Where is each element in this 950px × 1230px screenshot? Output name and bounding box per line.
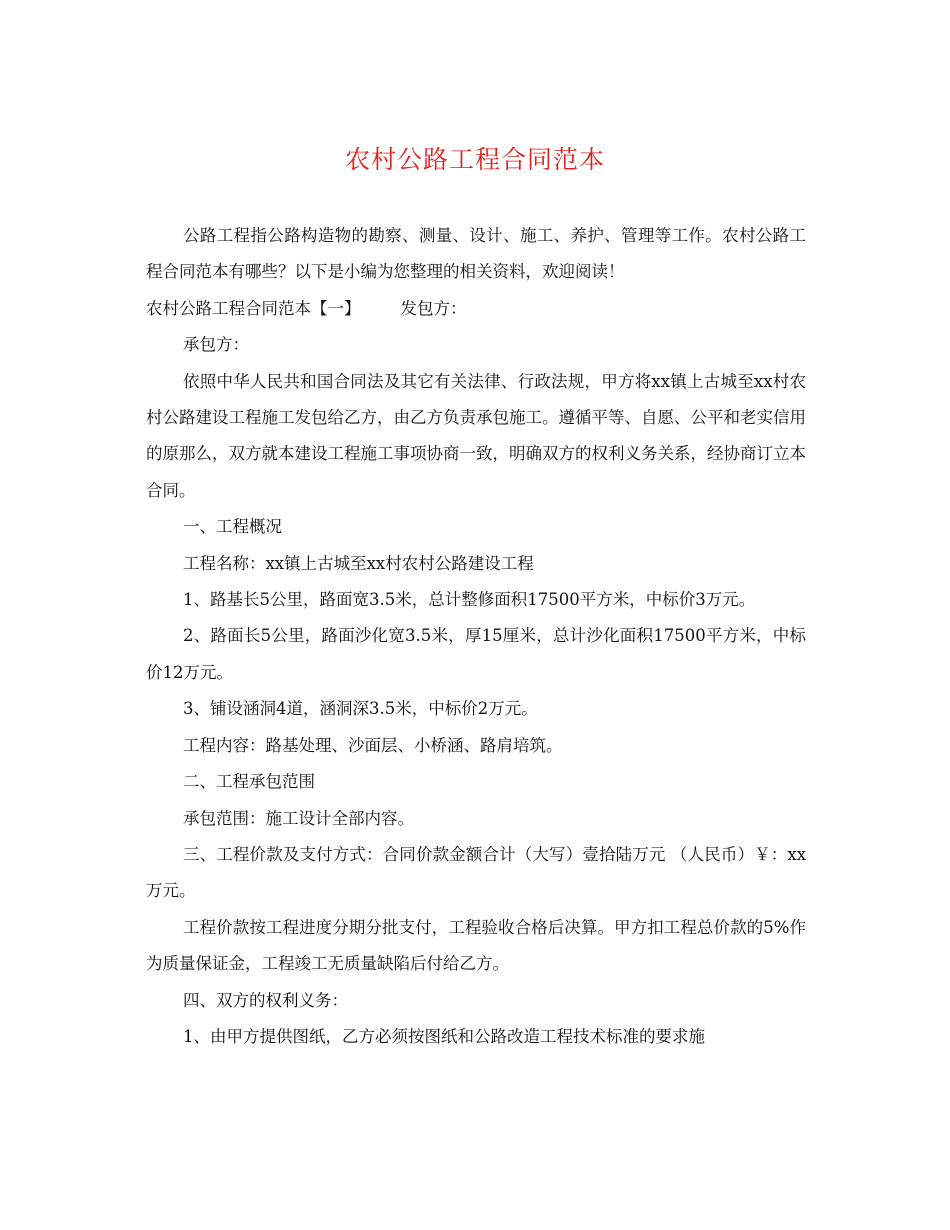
employer-label: 发包方： — [400, 298, 467, 318]
document-title: 农村公路工程合同范本 — [344, 145, 605, 174]
heading-price-payment: 三、工程价款及支付方式：合同价款金额合计（大写）壹拾陆万元 （人民币）￥：xx万元。 — [146, 844, 806, 901]
section-heading-line — [146, 291, 806, 327]
contract-scope: 承包范围：施工设计全部内容。 — [183, 808, 414, 828]
contractor-label: 承包方： — [183, 335, 249, 355]
item-roadbed: 1、路基长5公里，路面宽3.5米，总计整修面积17500平方米，中标价3万元。 — [183, 590, 756, 610]
project-content: 工程内容：路基处理、沙面层、小桥涵、路肩培筑。 — [183, 735, 563, 755]
heading-contract-scope: 二、工程承包范围 — [183, 772, 315, 792]
heading-rights-obligations: 四、双方的权利义务： — [183, 990, 348, 1010]
project-name: 工程名称：xx镇上古城至xx村农村公路建设工程 — [183, 553, 534, 573]
obligation-item-1: 1、由甲方提供图纸，乙方必须按图纸和公路改造工程技术标准的要求施 — [183, 1026, 705, 1046]
heading-project-overview: 一、工程概况 — [183, 517, 282, 537]
payment-terms: 工程价款按工程进度分期分批支付，工程验收合格后决算。甲方扣工程总价款的5%作为质量保证金，工程竣工无质量缺陷后付给乙方。 — [146, 917, 806, 974]
item-road-surface: 2、路面长5公里，路面沙化宽3.5米，厚15厘米，总计沙化面积17500平方米，中标价12万元。 — [146, 626, 806, 682]
preamble-paragraph: 依照中华人民共和国合同法及其它有关法律、行政法规，甲方将xx镇上古城至xx村农村公路建设工程施工发包给乙方，由乙方负责承包施工。遵循平等、自愿、公平和老实信用的原那么，双方就本建设工程施工事项协商一致，明确双方的权利义务关系，经协商订立本合同。 — [146, 371, 806, 500]
section-heading: 农村公路工程合同范本【一】 — [146, 298, 361, 318]
item-culverts: 3、铺设涵洞4道，涵洞深3.5米，中标价2万元。 — [183, 699, 538, 719]
intro-paragraph: 公路工程指公路构造物的勘察、测量、设计、施工、养护、管理等工作。农村公路工程合同范本有哪些？以下是小编为您整理的相关资料，欢迎阅读！ — [146, 226, 806, 282]
document-body — [146, 218, 806, 1055]
